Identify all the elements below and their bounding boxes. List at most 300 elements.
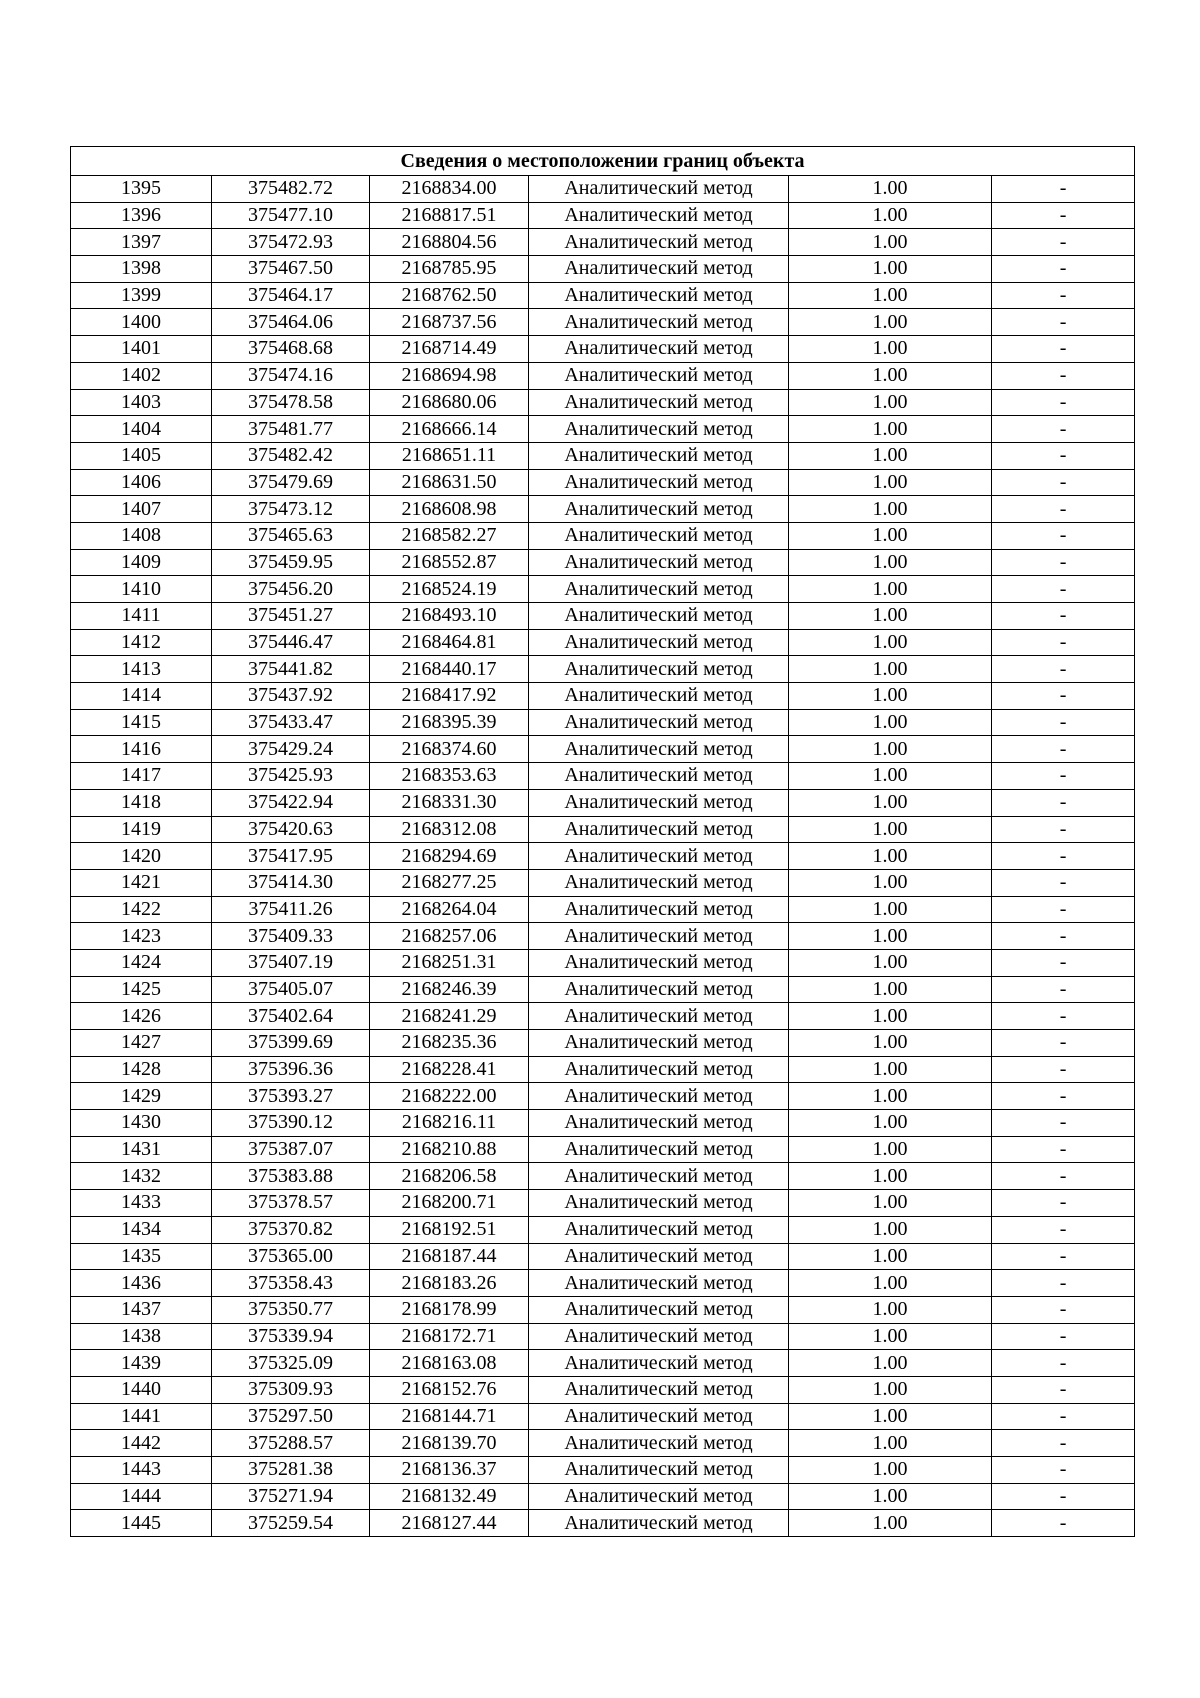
method-cell: Аналитический метод: [529, 522, 789, 549]
y-coordinate-cell: 2168440.17: [370, 656, 529, 683]
table-row: [71, 176, 1135, 203]
accuracy-cell: 1.00: [789, 1216, 992, 1243]
x-coordinate-cell: 375339.94: [212, 1323, 370, 1350]
accuracy-cell: 1.00: [789, 1110, 992, 1137]
accuracy-cell: 1.00: [789, 1510, 992, 1537]
accuracy-cell: 1.00: [789, 336, 992, 363]
method-cell: Аналитический метод: [529, 1083, 789, 1110]
y-coordinate-cell: 2168694.98: [370, 362, 529, 389]
y-coordinate-cell: 2168582.27: [370, 522, 529, 549]
table-row: [71, 949, 1135, 976]
point-number-cell: 1403: [71, 389, 212, 416]
x-coordinate-cell: 375467.50: [212, 256, 370, 283]
point-number-cell: 1442: [71, 1430, 212, 1457]
method-cell: Аналитический метод: [529, 629, 789, 656]
description-cell: -: [992, 1216, 1135, 1243]
table-row: [71, 896, 1135, 923]
method-cell: Аналитический метод: [529, 843, 789, 870]
accuracy-cell: 1.00: [789, 496, 992, 523]
table-row: [71, 256, 1135, 283]
point-number-cell: 1409: [71, 549, 212, 576]
y-coordinate-cell: 2168222.00: [370, 1083, 529, 1110]
point-number-cell: 1421: [71, 869, 212, 896]
x-coordinate-cell: 375405.07: [212, 976, 370, 1003]
method-cell: Аналитический метод: [529, 976, 789, 1003]
y-coordinate-cell: 2168737.56: [370, 309, 529, 336]
y-coordinate-cell: 2168163.08: [370, 1350, 529, 1377]
table-row: [71, 229, 1135, 256]
method-cell: Аналитический метод: [529, 469, 789, 496]
description-cell: -: [992, 1457, 1135, 1484]
x-coordinate-cell: 375409.33: [212, 923, 370, 950]
description-cell: -: [992, 469, 1135, 496]
y-coordinate-cell: 2168608.98: [370, 496, 529, 523]
y-coordinate-cell: 2168210.88: [370, 1136, 529, 1163]
accuracy-cell: 1.00: [789, 1323, 992, 1350]
description-cell: -: [992, 256, 1135, 283]
table-row: [71, 763, 1135, 790]
method-cell: Аналитический метод: [529, 1056, 789, 1083]
table-row: [71, 816, 1135, 843]
description-cell: -: [992, 416, 1135, 443]
method-cell: Аналитический метод: [529, 683, 789, 710]
x-coordinate-cell: 375393.27: [212, 1083, 370, 1110]
description-cell: -: [992, 176, 1135, 203]
x-coordinate-cell: 375441.82: [212, 656, 370, 683]
x-coordinate-cell: 375464.06: [212, 309, 370, 336]
y-coordinate-cell: 2168353.63: [370, 763, 529, 790]
method-cell: Аналитический метод: [529, 1216, 789, 1243]
method-cell: Аналитический метод: [529, 1163, 789, 1190]
x-coordinate-cell: 375477.10: [212, 202, 370, 229]
y-coordinate-cell: 2168144.71: [370, 1403, 529, 1430]
x-coordinate-cell: 375425.93: [212, 763, 370, 790]
description-cell: -: [992, 1323, 1135, 1350]
point-number-cell: 1433: [71, 1190, 212, 1217]
point-number-cell: 1414: [71, 683, 212, 710]
description-cell: -: [992, 1003, 1135, 1030]
table-row: [71, 1296, 1135, 1323]
method-cell: Аналитический метод: [529, 1270, 789, 1297]
y-coordinate-cell: 2168552.87: [370, 549, 529, 576]
point-number-cell: 1405: [71, 442, 212, 469]
y-coordinate-cell: 2168817.51: [370, 202, 529, 229]
table-row: [71, 202, 1135, 229]
y-coordinate-cell: 2168183.26: [370, 1270, 529, 1297]
point-number-cell: 1396: [71, 202, 212, 229]
table-row: [71, 1216, 1135, 1243]
point-number-cell: 1397: [71, 229, 212, 256]
accuracy-cell: 1.00: [789, 869, 992, 896]
method-cell: Аналитический метод: [529, 1483, 789, 1510]
accuracy-cell: 1.00: [789, 522, 992, 549]
method-cell: Аналитический метод: [529, 362, 789, 389]
x-coordinate-cell: 375365.00: [212, 1243, 370, 1270]
method-cell: Аналитический метод: [529, 442, 789, 469]
description-cell: -: [992, 763, 1135, 790]
table-row: [71, 1430, 1135, 1457]
document-page: [70, 146, 1134, 1537]
y-coordinate-cell: 2168228.41: [370, 1056, 529, 1083]
table-row: [71, 336, 1135, 363]
point-number-cell: 1408: [71, 522, 212, 549]
x-coordinate-cell: 375429.24: [212, 736, 370, 763]
method-cell: Аналитический метод: [529, 869, 789, 896]
accuracy-cell: 1.00: [789, 229, 992, 256]
y-coordinate-cell: 2168785.95: [370, 256, 529, 283]
point-number-cell: 1407: [71, 496, 212, 523]
method-cell: Аналитический метод: [529, 1190, 789, 1217]
description-cell: -: [992, 1163, 1135, 1190]
description-cell: -: [992, 603, 1135, 630]
x-coordinate-cell: 375456.20: [212, 576, 370, 603]
accuracy-cell: 1.00: [789, 416, 992, 443]
method-cell: Аналитический метод: [529, 896, 789, 923]
y-coordinate-cell: 2168374.60: [370, 736, 529, 763]
y-coordinate-cell: 2168246.39: [370, 976, 529, 1003]
point-number-cell: 1411: [71, 603, 212, 630]
point-number-cell: 1399: [71, 282, 212, 309]
x-coordinate-cell: 375422.94: [212, 789, 370, 816]
x-coordinate-cell: 375281.38: [212, 1457, 370, 1484]
table-row: [71, 576, 1135, 603]
accuracy-cell: 1.00: [789, 1056, 992, 1083]
y-coordinate-cell: 2168178.99: [370, 1296, 529, 1323]
accuracy-cell: 1.00: [789, 282, 992, 309]
method-cell: Аналитический метод: [529, 949, 789, 976]
accuracy-cell: 1.00: [789, 469, 992, 496]
point-number-cell: 1413: [71, 656, 212, 683]
x-coordinate-cell: 375472.93: [212, 229, 370, 256]
accuracy-cell: 1.00: [789, 576, 992, 603]
description-cell: -: [992, 976, 1135, 1003]
y-coordinate-cell: 2168200.71: [370, 1190, 529, 1217]
y-coordinate-cell: 2168493.10: [370, 603, 529, 630]
point-number-cell: 1441: [71, 1403, 212, 1430]
table-title-row: [71, 147, 1135, 176]
method-cell: Аналитический метод: [529, 763, 789, 790]
method-cell: Аналитический метод: [529, 229, 789, 256]
table-row: [71, 389, 1135, 416]
table-row: [71, 362, 1135, 389]
description-cell: -: [992, 1056, 1135, 1083]
table-row: [71, 282, 1135, 309]
description-cell: -: [992, 1350, 1135, 1377]
description-cell: -: [992, 923, 1135, 950]
table-row: [71, 1110, 1135, 1137]
table-row: [71, 1190, 1135, 1217]
x-coordinate-cell: 375387.07: [212, 1136, 370, 1163]
description-cell: -: [992, 336, 1135, 363]
accuracy-cell: 1.00: [789, 709, 992, 736]
x-coordinate-cell: 375271.94: [212, 1483, 370, 1510]
x-coordinate-cell: 375378.57: [212, 1190, 370, 1217]
description-cell: -: [992, 1030, 1135, 1057]
table-row: [71, 1483, 1135, 1510]
method-cell: Аналитический метод: [529, 1430, 789, 1457]
point-number-cell: 1400: [71, 309, 212, 336]
x-coordinate-cell: 375407.19: [212, 949, 370, 976]
accuracy-cell: 1.00: [789, 1243, 992, 1270]
description-cell: -: [992, 629, 1135, 656]
table-row: [71, 1403, 1135, 1430]
y-coordinate-cell: 2168192.51: [370, 1216, 529, 1243]
accuracy-cell: 1.00: [789, 1430, 992, 1457]
method-cell: Аналитический метод: [529, 336, 789, 363]
table-row: [71, 309, 1135, 336]
description-cell: -: [992, 816, 1135, 843]
description-cell: -: [992, 309, 1135, 336]
x-coordinate-cell: 375259.54: [212, 1510, 370, 1537]
y-coordinate-cell: 2168264.04: [370, 896, 529, 923]
x-coordinate-cell: 375297.50: [212, 1403, 370, 1430]
table-row: [71, 1243, 1135, 1270]
method-cell: Аналитический метод: [529, 816, 789, 843]
table-row: [71, 736, 1135, 763]
y-coordinate-cell: 2168714.49: [370, 336, 529, 363]
accuracy-cell: 1.00: [789, 896, 992, 923]
x-coordinate-cell: 375390.12: [212, 1110, 370, 1137]
point-number-cell: 1440: [71, 1376, 212, 1403]
accuracy-cell: 1.00: [789, 923, 992, 950]
y-coordinate-cell: 2168395.39: [370, 709, 529, 736]
method-cell: Аналитический метод: [529, 549, 789, 576]
method-cell: Аналитический метод: [529, 1403, 789, 1430]
method-cell: Аналитический метод: [529, 256, 789, 283]
point-number-cell: 1398: [71, 256, 212, 283]
table-row: [71, 603, 1135, 630]
method-cell: Аналитический метод: [529, 496, 789, 523]
y-coordinate-cell: 2168251.31: [370, 949, 529, 976]
description-cell: -: [992, 656, 1135, 683]
description-cell: -: [992, 1243, 1135, 1270]
point-number-cell: 1445: [71, 1510, 212, 1537]
table-row: [71, 629, 1135, 656]
point-number-cell: 1436: [71, 1270, 212, 1297]
point-number-cell: 1395: [71, 176, 212, 203]
description-cell: -: [992, 736, 1135, 763]
description-cell: -: [992, 576, 1135, 603]
table-row: [71, 683, 1135, 710]
point-number-cell: 1438: [71, 1323, 212, 1350]
x-coordinate-cell: 375479.69: [212, 469, 370, 496]
accuracy-cell: 1.00: [789, 843, 992, 870]
accuracy-cell: 1.00: [789, 763, 992, 790]
y-coordinate-cell: 2168804.56: [370, 229, 529, 256]
description-cell: -: [992, 389, 1135, 416]
y-coordinate-cell: 2168524.19: [370, 576, 529, 603]
accuracy-cell: 1.00: [789, 1350, 992, 1377]
point-number-cell: 1435: [71, 1243, 212, 1270]
x-coordinate-cell: 375309.93: [212, 1376, 370, 1403]
x-coordinate-cell: 375446.47: [212, 629, 370, 656]
y-coordinate-cell: 2168331.30: [370, 789, 529, 816]
table-row: [71, 656, 1135, 683]
table-row: [71, 442, 1135, 469]
method-cell: Аналитический метод: [529, 1296, 789, 1323]
x-coordinate-cell: 375288.57: [212, 1430, 370, 1457]
description-cell: -: [992, 1083, 1135, 1110]
point-number-cell: 1415: [71, 709, 212, 736]
table-row: [71, 1350, 1135, 1377]
description-cell: -: [992, 229, 1135, 256]
table-body: [71, 176, 1135, 1537]
y-coordinate-cell: 2168417.92: [370, 683, 529, 710]
x-coordinate-cell: 375465.63: [212, 522, 370, 549]
accuracy-cell: 1.00: [789, 1163, 992, 1190]
table-row: [71, 496, 1135, 523]
description-cell: -: [992, 896, 1135, 923]
x-coordinate-cell: 375370.82: [212, 1216, 370, 1243]
method-cell: Аналитический метод: [529, 1510, 789, 1537]
description-cell: -: [992, 202, 1135, 229]
point-number-cell: 1428: [71, 1056, 212, 1083]
y-coordinate-cell: 2168172.71: [370, 1323, 529, 1350]
accuracy-cell: 1.00: [789, 789, 992, 816]
accuracy-cell: 1.00: [789, 309, 992, 336]
x-coordinate-cell: 375433.47: [212, 709, 370, 736]
method-cell: Аналитический метод: [529, 389, 789, 416]
table-row: [71, 1056, 1135, 1083]
method-cell: Аналитический метод: [529, 736, 789, 763]
method-cell: Аналитический метод: [529, 309, 789, 336]
y-coordinate-cell: 2168241.29: [370, 1003, 529, 1030]
point-number-cell: 1431: [71, 1136, 212, 1163]
table-row: [71, 923, 1135, 950]
description-cell: -: [992, 843, 1135, 870]
x-coordinate-cell: 375383.88: [212, 1163, 370, 1190]
description-cell: -: [992, 1270, 1135, 1297]
description-cell: -: [992, 1376, 1135, 1403]
x-coordinate-cell: 375437.92: [212, 683, 370, 710]
point-number-cell: 1419: [71, 816, 212, 843]
y-coordinate-cell: 2168152.76: [370, 1376, 529, 1403]
table-row: [71, 1376, 1135, 1403]
x-coordinate-cell: 375350.77: [212, 1296, 370, 1323]
point-number-cell: 1437: [71, 1296, 212, 1323]
accuracy-cell: 1.00: [789, 683, 992, 710]
accuracy-cell: 1.00: [789, 1190, 992, 1217]
method-cell: Аналитический метод: [529, 1323, 789, 1350]
y-coordinate-cell: 2168277.25: [370, 869, 529, 896]
method-cell: Аналитический метод: [529, 1136, 789, 1163]
x-coordinate-cell: 375420.63: [212, 816, 370, 843]
method-cell: Аналитический метод: [529, 416, 789, 443]
y-coordinate-cell: 2168257.06: [370, 923, 529, 950]
accuracy-cell: 1.00: [789, 603, 992, 630]
description-cell: -: [992, 709, 1135, 736]
accuracy-cell: 1.00: [789, 202, 992, 229]
point-number-cell: 1423: [71, 923, 212, 950]
description-cell: -: [992, 282, 1135, 309]
accuracy-cell: 1.00: [789, 976, 992, 1003]
x-coordinate-cell: 375399.69: [212, 1030, 370, 1057]
x-coordinate-cell: 375468.68: [212, 336, 370, 363]
accuracy-cell: 1.00: [789, 1136, 992, 1163]
point-number-cell: 1410: [71, 576, 212, 603]
y-coordinate-cell: 2168762.50: [370, 282, 529, 309]
point-number-cell: 1412: [71, 629, 212, 656]
accuracy-cell: 1.00: [789, 1003, 992, 1030]
x-coordinate-cell: 375474.16: [212, 362, 370, 389]
point-number-cell: 1432: [71, 1163, 212, 1190]
y-coordinate-cell: 2168834.00: [370, 176, 529, 203]
table-row: [71, 843, 1135, 870]
x-coordinate-cell: 375396.36: [212, 1056, 370, 1083]
y-coordinate-cell: 2168206.58: [370, 1163, 529, 1190]
y-coordinate-cell: 2168651.11: [370, 442, 529, 469]
method-cell: Аналитический метод: [529, 1376, 789, 1403]
x-coordinate-cell: 375459.95: [212, 549, 370, 576]
description-cell: -: [992, 362, 1135, 389]
x-coordinate-cell: 375358.43: [212, 1270, 370, 1297]
table-row: [71, 1083, 1135, 1110]
point-number-cell: 1418: [71, 789, 212, 816]
x-coordinate-cell: 375325.09: [212, 1350, 370, 1377]
accuracy-cell: 1.00: [789, 549, 992, 576]
description-cell: -: [992, 1296, 1135, 1323]
x-coordinate-cell: 375464.17: [212, 282, 370, 309]
accuracy-cell: 1.00: [789, 256, 992, 283]
x-coordinate-cell: 375411.26: [212, 896, 370, 923]
point-number-cell: 1402: [71, 362, 212, 389]
accuracy-cell: 1.00: [789, 656, 992, 683]
table-row: [71, 709, 1135, 736]
point-number-cell: 1406: [71, 469, 212, 496]
method-cell: Аналитический метод: [529, 656, 789, 683]
table-row: [71, 976, 1135, 1003]
table-row: [71, 469, 1135, 496]
description-cell: -: [992, 869, 1135, 896]
y-coordinate-cell: 2168631.50: [370, 469, 529, 496]
method-cell: Аналитический метод: [529, 1457, 789, 1484]
table-row: [71, 1136, 1135, 1163]
x-coordinate-cell: 375414.30: [212, 869, 370, 896]
accuracy-cell: 1.00: [789, 816, 992, 843]
description-cell: -: [992, 1136, 1135, 1163]
description-cell: -: [992, 789, 1135, 816]
description-cell: -: [992, 496, 1135, 523]
point-number-cell: 1429: [71, 1083, 212, 1110]
accuracy-cell: 1.00: [789, 1403, 992, 1430]
accuracy-cell: 1.00: [789, 1270, 992, 1297]
method-cell: Аналитический метод: [529, 576, 789, 603]
accuracy-cell: 1.00: [789, 629, 992, 656]
accuracy-cell: 1.00: [789, 389, 992, 416]
y-coordinate-cell: 2168139.70: [370, 1430, 529, 1457]
table-row: [71, 549, 1135, 576]
description-cell: -: [992, 1403, 1135, 1430]
accuracy-cell: 1.00: [789, 1483, 992, 1510]
y-coordinate-cell: 2168235.36: [370, 1030, 529, 1057]
description-cell: -: [992, 683, 1135, 710]
y-coordinate-cell: 2168666.14: [370, 416, 529, 443]
point-number-cell: 1404: [71, 416, 212, 443]
point-number-cell: 1443: [71, 1457, 212, 1484]
method-cell: Аналитический метод: [529, 282, 789, 309]
point-number-cell: 1416: [71, 736, 212, 763]
method-cell: Аналитический метод: [529, 1003, 789, 1030]
method-cell: Аналитический метод: [529, 1243, 789, 1270]
table-title: Сведения о местоположении границ объекта: [71, 147, 1135, 176]
table-row: [71, 869, 1135, 896]
x-coordinate-cell: 375482.42: [212, 442, 370, 469]
method-cell: Аналитический метод: [529, 176, 789, 203]
x-coordinate-cell: 375482.72: [212, 176, 370, 203]
method-cell: Аналитический метод: [529, 603, 789, 630]
description-cell: -: [992, 1510, 1135, 1537]
method-cell: Аналитический метод: [529, 1350, 789, 1377]
